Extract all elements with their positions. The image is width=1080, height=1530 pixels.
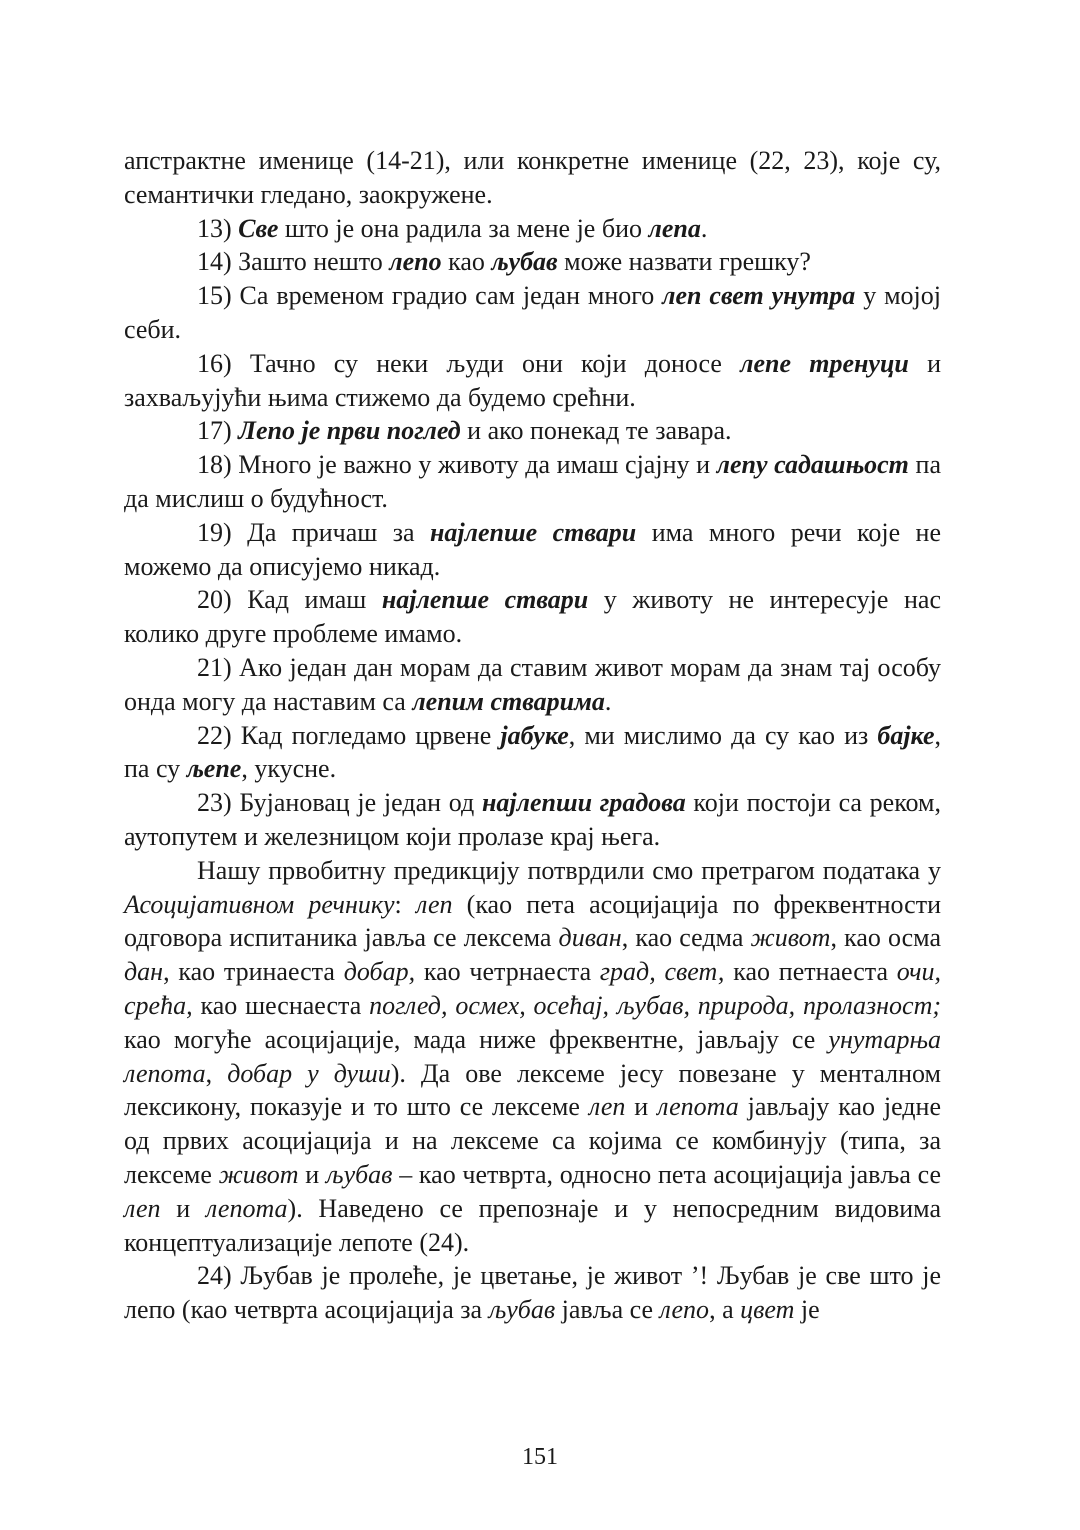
text-run: 24) Љубав је пролеће, је цветање, је живот ’! Љубав је све што је лепо (као четврта асоцијација за bbox=[124, 1261, 941, 1325]
italic-term: леп bbox=[415, 889, 453, 919]
text-run: : bbox=[394, 889, 416, 919]
italic-term: леп bbox=[124, 1193, 161, 1223]
text-run: и bbox=[160, 1193, 206, 1223]
text-run: 22) Кад погледамо црвене bbox=[197, 720, 501, 750]
text-run: . bbox=[700, 213, 708, 243]
text-run: и захваљујући њима стижемо да будемо срећни. bbox=[124, 348, 941, 412]
text-run: ). Наведено се препознаје и у непосредним видовима концептуализације лепоте (24). bbox=[124, 1193, 941, 1257]
italic-term: унутарња лепота bbox=[124, 1024, 941, 1088]
italic-term: дан bbox=[124, 957, 164, 987]
text-run: , ми мислимо да су као из bbox=[568, 720, 878, 750]
italic-term: град, свет, bbox=[599, 957, 725, 987]
italic-term: лепота bbox=[205, 1193, 288, 1223]
text-run: . bbox=[604, 686, 612, 716]
text-run: је bbox=[794, 1295, 820, 1325]
italic-term: добар у души bbox=[227, 1058, 391, 1088]
italic-term: живот bbox=[218, 1159, 299, 1189]
text-run: као петнаеста bbox=[724, 957, 897, 987]
text-run: у мојој себи. bbox=[124, 281, 942, 344]
italic-term: добар, bbox=[343, 957, 416, 987]
italic-term: леп bbox=[588, 1092, 626, 1122]
text-run: , као тринаеста bbox=[163, 957, 344, 987]
paragraph bbox=[124, 144, 941, 212]
emphasized-term: лепо bbox=[389, 247, 442, 277]
text-run: , а bbox=[709, 1295, 741, 1325]
text-run: 16) Тачно су неки људи они који доносе bbox=[197, 348, 741, 378]
text-run: јавља се bbox=[555, 1295, 660, 1325]
italic-term: лепо bbox=[659, 1295, 710, 1325]
italic-term: поглед, осмех, осећај, љубав, природа, пролазност; bbox=[369, 990, 941, 1020]
emphasized-term: Лепо је први поглед bbox=[238, 416, 461, 446]
text-run: па да мислиш о будућност. bbox=[124, 450, 941, 513]
italic-term: љубав bbox=[488, 1295, 556, 1325]
text-run: 23) Бујановац је један од bbox=[197, 788, 482, 818]
text-run: као bbox=[441, 247, 492, 277]
text-run: и bbox=[625, 1092, 658, 1122]
text-run: ). Да ове лексеме јесу повезане у менталном лексикону, показује и то што се лексеме bbox=[124, 1058, 942, 1122]
text-run: 18) Много је важно у животу да имаш сјајну и bbox=[197, 450, 717, 480]
body-text bbox=[124, 144, 941, 1327]
emphasized-term: лепим стварима bbox=[412, 686, 605, 716]
text-run: , bbox=[205, 1058, 228, 1088]
italic-term: цвет bbox=[740, 1295, 795, 1325]
text-run: , па су bbox=[124, 720, 942, 784]
text-run: 17) bbox=[197, 416, 239, 446]
text-run: 20) Кад имаш bbox=[197, 585, 382, 615]
text-run: што је она радила за мене је био bbox=[278, 213, 649, 243]
text-run: и ако понекад те завара. bbox=[460, 416, 732, 446]
italic-term: лепота bbox=[657, 1092, 739, 1122]
text-run: у животу не интересује нас колико друге проблеме имамо. bbox=[124, 585, 941, 649]
italic-term: очи, срећа, bbox=[124, 957, 942, 1020]
italic-term: живот bbox=[750, 923, 831, 953]
text-run: 13) bbox=[197, 213, 239, 243]
emphasized-term: лепу садашњост bbox=[716, 450, 909, 480]
emphasized-term: бајке bbox=[877, 720, 935, 750]
italic-term: Асоцијативном речнику bbox=[124, 889, 395, 919]
text-run: јављају као једне од првих асоцијација и на лексеме са којима се комбинују (типа, за лексеме bbox=[124, 1092, 941, 1189]
paragraph bbox=[124, 347, 941, 415]
paragraph bbox=[124, 854, 941, 1260]
text-run: 15) Са временом градио сам један много bbox=[197, 281, 663, 311]
emphasized-term: најлепше ствари bbox=[381, 585, 589, 615]
emphasized-term: љубав bbox=[491, 247, 558, 277]
paragraph bbox=[124, 414, 941, 448]
paragraph bbox=[124, 719, 941, 787]
emphasized-term: најлепше ствари bbox=[429, 517, 637, 547]
text-run: 19) Да причаш за bbox=[197, 517, 430, 547]
emphasized-term: лепа bbox=[648, 213, 701, 243]
text-run: (као пета асоцијација по фреквентности одговора испитаника јавља се лексема bbox=[124, 889, 941, 953]
text-run: Нашу првобитну предикцију потврдили смо претрагом података у bbox=[197, 855, 941, 885]
paragraph bbox=[124, 279, 941, 347]
italic-term: диван bbox=[558, 923, 622, 953]
page-number: 151 bbox=[522, 1444, 558, 1470]
text-run: , као осма bbox=[830, 923, 941, 953]
emphasized-term: Све bbox=[238, 213, 279, 243]
text-run: који постоји са реком, аутопутем и железницом који пролазе крај њега. bbox=[124, 788, 941, 851]
paragraph bbox=[124, 651, 941, 719]
text-run: као могуће асоцијације, мада ниже фреквентне, јављају се bbox=[124, 1024, 829, 1054]
paragraph bbox=[124, 1259, 941, 1327]
paragraph bbox=[124, 516, 941, 584]
italic-term: љубав bbox=[325, 1159, 393, 1189]
paragraph bbox=[124, 245, 941, 279]
text-run: и bbox=[298, 1159, 326, 1189]
emphasized-term: леп свет унутра bbox=[662, 281, 856, 311]
paragraph bbox=[124, 448, 941, 516]
emphasized-term: јабуке bbox=[500, 720, 569, 750]
text-run: 21) Ако један дан морам да ставим живот морам да знам тај особу онда могу да наставим са bbox=[124, 652, 941, 716]
paragraph bbox=[124, 212, 941, 246]
paragraph bbox=[124, 583, 941, 651]
emphasized-term: лепе тренуци bbox=[740, 348, 909, 378]
text-run: , укусне. bbox=[241, 754, 337, 784]
text-run: 14) Зашто нешто bbox=[197, 247, 390, 277]
text-run: има много речи које не можемо да описујемо никад. bbox=[124, 517, 941, 581]
text-run: , као седма bbox=[621, 923, 751, 953]
text-run: – као четврта, односно пета асоцијација јавља се bbox=[392, 1159, 941, 1189]
emphasized-term: љепе bbox=[186, 754, 242, 784]
text-run: као шеснаеста bbox=[192, 990, 370, 1020]
text-run: може назвати грешку? bbox=[557, 247, 811, 277]
emphasized-term: најлепши градова bbox=[481, 788, 686, 818]
text-run: апстрактне именице (14-21), или конкретне именице (22, 23), које су, семантички гледано, заокружене. bbox=[124, 146, 941, 209]
text-run: као четрнаеста bbox=[415, 957, 600, 987]
paragraph bbox=[124, 786, 941, 854]
